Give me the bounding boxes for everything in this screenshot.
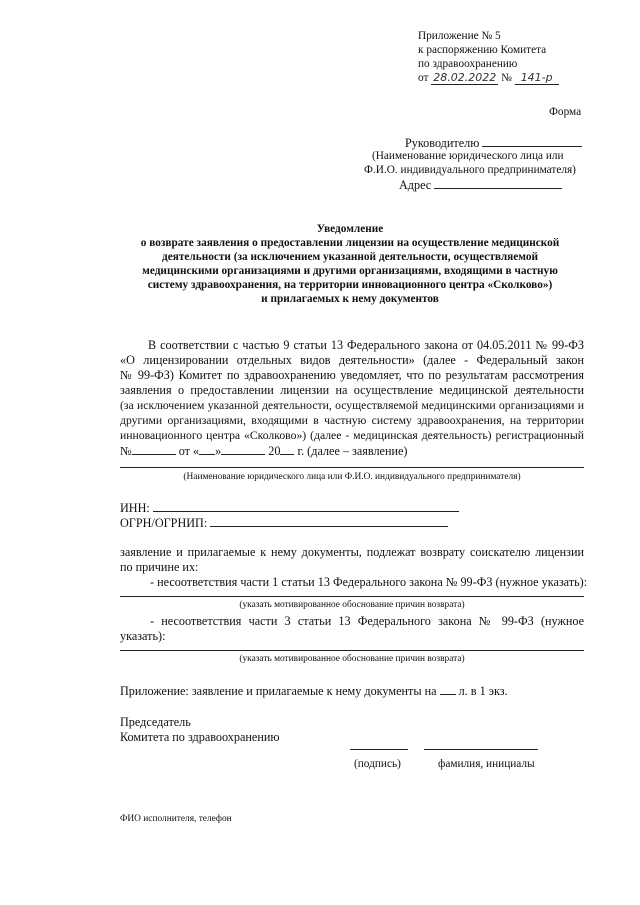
head-blank — [482, 135, 582, 147]
body-line-7: инновационного центра «Сколково») (далее - медицинская деятельность) регистрационный — [120, 429, 584, 442]
recipient-hint-1: (Наименование юридического лица или — [372, 150, 564, 162]
name-hint: фамилия, инициалы — [438, 758, 535, 770]
title-line-1: Уведомление — [316, 223, 384, 235]
body-paragraph — [120, 338, 584, 458]
attachment-suffix: л. в 1 экз. — [458, 684, 508, 698]
applicant-hint: (Наименование юридического лица или Ф.И.О. индивидуального предпринимателя) — [183, 472, 521, 482]
return-line-2: по причине их: — [120, 560, 199, 574]
executor-note: ФИО исполнителя, телефон — [120, 814, 232, 824]
title-line-6: и прилагаемых к нему документов — [261, 293, 439, 305]
year-suffix: г. (далее – заявление) — [297, 444, 408, 458]
reg-no-blank — [132, 443, 176, 455]
body-line-1: В соответствии с частью 9 статьи 13 Федерального закона от 04.05.2011 № 99-ФЗ — [148, 338, 584, 352]
body-line-6: другими организациями, входящими в частную систему здравоохранения, на территории — [120, 414, 584, 427]
body-line-2: «О лицензировании отдельных видов деятельности» (далее - Федеральный закон — [120, 353, 584, 367]
registration-line — [120, 443, 584, 458]
appendix-line-1: Приложение № 5 — [418, 30, 501, 42]
quote-close: » — [215, 444, 222, 458]
reason-2-hint: (указать мотивированное обоснование причин возврата) — [239, 654, 465, 664]
body-line-5: (за исключением указанной деятельности, осуществляемой медицинскими организациями и — [120, 399, 584, 412]
attachment-prefix: Приложение: заявление и прилагаемые к нему документы на — [120, 684, 437, 698]
pages-blank — [440, 683, 456, 695]
month-blank — [221, 443, 265, 455]
recipient-hint-2: Ф.И.О. индивидуального предпринимателя) — [364, 164, 576, 176]
title-line-2: о возврате заявления о предоставлении лицензии на осуществление медицинской — [140, 237, 560, 249]
reg-no-label: № — [120, 444, 132, 458]
return-line-1: заявление и прилагаемые к нему документы, подлежат возврату соискателю лицензии — [120, 545, 584, 559]
reason-2-line-b: указать): — [120, 629, 166, 643]
head-label: Руководителю — [405, 136, 480, 150]
chair-title: Председатель — [120, 715, 191, 729]
ogrn-line — [120, 515, 448, 531]
date-prefix: от — [418, 72, 429, 84]
handwritten-number: 141-р — [515, 71, 559, 85]
day-blank — [199, 443, 215, 455]
handwritten-date: 28.02.2022 — [433, 71, 497, 84]
appendix-line-3: по здравоохранению — [418, 58, 518, 70]
attachment-line — [120, 683, 508, 699]
appendix-date-line — [418, 71, 559, 85]
year-label: 20 — [268, 444, 281, 458]
from-label: от « — [178, 444, 200, 458]
title-line-5: систему здравоохранения, на территории инновационного центра «Сколково») — [147, 279, 553, 291]
inn-blank — [153, 500, 459, 512]
inn-line — [120, 500, 459, 516]
number-prefix: № — [501, 72, 512, 84]
reason-1-hint: (указать мотивированное обоснование причин возврата) — [239, 600, 465, 610]
appendix-line-2: к распоряжению Комитета — [418, 44, 547, 56]
title-line-4: медицинскими организациями и другими организациями, входящими в частную — [142, 265, 558, 277]
reason-1-blank-line — [120, 596, 584, 597]
applicant-blank-line — [120, 467, 584, 468]
name-blank — [424, 749, 538, 750]
reason-2-line-a: - несоответствия части 3 статьи 13 Федерального закона № 99-ФЗ (нужное — [150, 614, 584, 628]
address-blank — [434, 177, 562, 189]
year-blank — [280, 443, 294, 455]
address-line — [399, 177, 562, 193]
body-line-4: заявления о предоставлении лицензии на осуществление медицинской деятельности — [120, 383, 584, 397]
body-line-3: № 99-ФЗ) Комитет по здравоохранению уведомляет, что по результатам рассмотрения — [120, 368, 584, 382]
signature-blank — [350, 749, 408, 750]
signature-hint: (подпись) — [354, 758, 401, 770]
form-label: Форма — [549, 106, 582, 118]
ogrn-label: ОГРН/ОГРНИП: — [120, 516, 208, 530]
ogrn-blank — [210, 515, 448, 527]
reason-2-blank-line — [120, 650, 584, 651]
committee-title: Комитета по здравоохранению — [120, 730, 280, 744]
address-label: Адрес — [399, 178, 432, 192]
inn-label: ИНН: — [120, 501, 150, 515]
title-line-3: деятельности (за исключением указанной деятельности, осуществляемой — [161, 251, 538, 263]
reason-1: - несоответствия части 1 статьи 13 Федерального закона № 99-ФЗ (нужное указать): — [150, 575, 588, 589]
